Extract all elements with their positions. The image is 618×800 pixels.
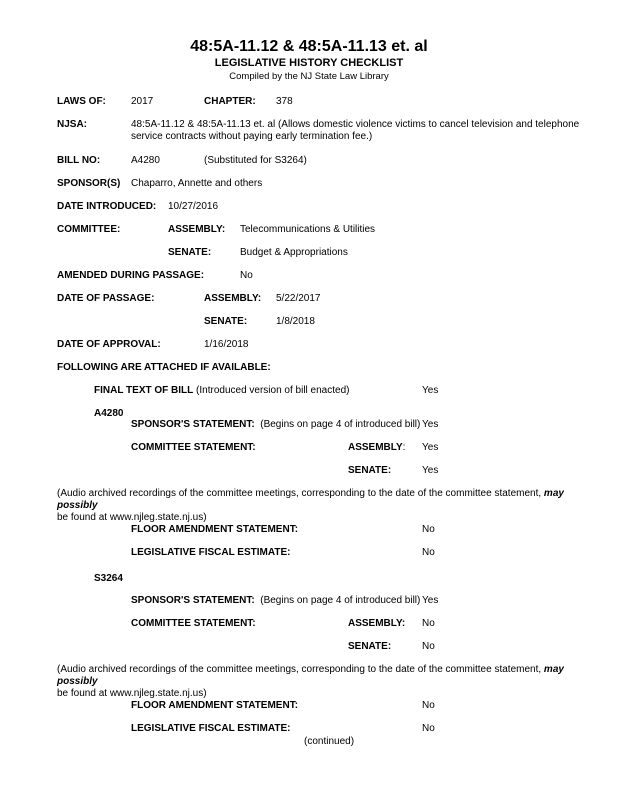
page-title: 48:5A-11.12 & 48:5A-11.13 et. al [190,38,428,55]
s3264-senate-value: No [422,641,435,652]
final-text-value: Yes [422,385,439,396]
s3264-fiscal-label: LEGISLATIVE FISCAL ESTIMATE: [131,723,291,734]
s3264-senate-label: SENATE: [348,641,392,652]
date-of-approval-value: 1/16/2018 [204,339,249,350]
a4280-committee-label: COMMITTEE STATEMENT: [131,442,256,453]
sponsors-value: Chaparro, Annette and others [131,178,263,189]
passage-assembly-label: ASSEMBLY: [204,293,262,304]
audio-note-part2: be found at www.njleg.state.nj.us) [57,512,207,523]
audio-note-2 [57,664,607,700]
bill-no-value: A4280 [131,155,160,166]
passage-senate-value: 1/8/2018 [276,316,315,327]
a4280-senate-value: Yes [422,465,439,476]
s3264-floor-value: No [422,700,435,711]
njsa-label: NJSA: [57,119,88,130]
date-introduced-value: 10/27/2016 [168,201,219,212]
audio-note-2-part1: (Audio archived recordings of the committee meetings, corresponding to the date of the committee statement, [57,664,542,675]
s3264-sponsor-label: SPONSOR'S STATEMENT: [131,595,255,606]
a4280-assembly-label-wrap [348,442,405,454]
a4280-sponsor-row [131,419,420,431]
audio-note-emphasis: may possibly [57,488,564,511]
s3264-assembly-label: ASSEMBLY: [348,618,406,629]
compiled-by: Compiled by the NJ State Law Library [229,71,389,82]
audio-note-2-emphasis: may possibly [57,664,564,687]
continued-note: (continued) [304,736,355,747]
a4280-fiscal-label: LEGISLATIVE FISCAL ESTIMATE: [131,547,291,558]
a4280-fiscal-value: No [422,547,435,558]
s3264-assembly-value: No [422,618,435,629]
sponsors-label: SPONSOR(S) [57,178,121,189]
a4280-assembly-colon: : [402,442,406,453]
s3264-sponsor-row [131,595,420,607]
a4280-floor-label: FLOOR AMENDMENT STATEMENT: [131,524,299,535]
passage-assembly-value: 5/22/2017 [276,293,321,304]
audio-note-part1: (Audio archived recordings of the committee meetings, corresponding to the date of the committee statement, [57,488,542,499]
committee-senate-value: Budget & Appropriations [240,247,348,258]
date-introduced-label: DATE INTRODUCED: [57,201,157,212]
committee-label: COMMITTEE: [57,224,121,235]
audio-note-2-part2: be found at www.njleg.state.nj.us) [57,688,207,699]
s3264-sponsor-value: Yes [422,595,439,606]
a4280-floor-value: No [422,524,435,535]
date-of-passage-label: DATE OF PASSAGE: [57,293,155,304]
attached-heading: FOLLOWING ARE ATTACHED IF AVAILABLE: [57,362,271,373]
s3264-committee-label: COMMITTEE STATEMENT: [131,618,256,629]
committee-assembly-value: Telecommunications & Utilities [240,224,376,235]
laws-of-label: LAWS OF: [57,96,106,107]
amended-value: No [240,270,253,281]
s3264-floor-label: FLOOR AMENDMENT STATEMENT: [131,700,299,711]
date-of-approval-label: DATE OF APPROVAL: [57,339,161,350]
a4280-heading: A4280 [94,408,124,419]
committee-assembly-label: ASSEMBLY: [168,224,226,235]
final-text-row [94,385,349,397]
a4280-sponsor-note: (Begins on page 4 of introduced bill) [260,419,421,430]
page-subtitle: LEGISLATIVE HISTORY CHECKLIST [214,57,404,69]
passage-senate-label: SENATE: [204,316,248,327]
bill-no-label: BILL NO: [57,155,101,166]
chapter-label: CHAPTER: [204,96,256,107]
a4280-senate-label: SENATE: [348,465,392,476]
a4280-sponsor-label: SPONSOR'S STATEMENT: [131,419,255,430]
s3264-heading: S3264 [94,573,123,584]
committee-senate-label: SENATE: [168,247,212,258]
a4280-assembly-value: Yes [422,442,439,453]
chapter-value: 378 [276,96,293,107]
bill-no-note: (Substituted for S3264) [204,155,307,166]
laws-of-value: 2017 [131,96,154,107]
a4280-sponsor-value: Yes [422,419,439,430]
audio-note [57,488,607,524]
a4280-assembly-label: ASSEMBLY [348,442,403,453]
amended-label: AMENDED DURING PASSAGE: [57,270,205,281]
final-text-note: (Introduced version of bill enacted) [196,385,350,396]
njsa-value: 48:5A-11.12 & 48:5A-11.13 et. al (Allows domestic violence victims to cancel television and telephone service contracts without paying early termination fee.) [131,119,580,142]
s3264-sponsor-note: (Begins on page 4 of introduced bill) [260,595,421,606]
final-text-label: FINAL TEXT OF BILL [94,385,194,396]
s3264-fiscal-value: No [422,723,435,734]
